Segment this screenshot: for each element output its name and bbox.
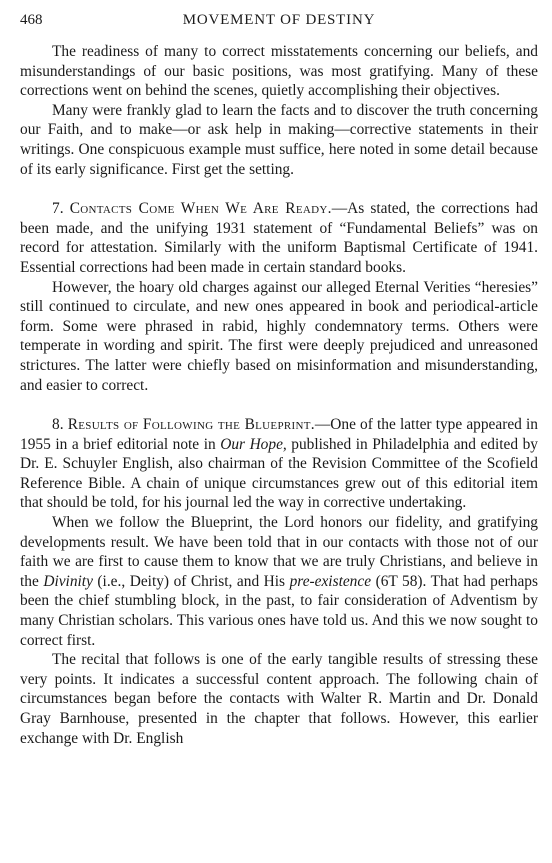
paragraph: Many were frankly glad to learn the facts and to discover the truth concerning our Faith, and to make—or ask help in making—corrective statements in their writings. One conspicuous example must suffice, here noted in some detail because of its early significance. First get the setting. (20, 101, 538, 178)
paragraph: The readiness of many to correct misstatements concerning our beliefs, and misunderstandings of our basic positions, was most gratifying. Many of these corrections went on behind the scenes, quietly accomplishing their objectives. (20, 43, 538, 100)
italic-term: pre-existence (289, 572, 372, 590)
section-number: 7. (52, 200, 64, 218)
section-heading: Contacts Come When We Are Ready. (69, 200, 332, 218)
paragraph: However, the hoary old charges against our alleged Eternal Verities “heresies” still continued to circulate, and new ones appeared in book and periodical-article form. Some were phrased in rabid, highly condemnatory terms. Others were temperate in wording and spirit. The first were deeply prejudiced and unreasoned strictures. The latter were chiefly based on misinformation and misunderstanding, and easier to correct. (20, 278, 538, 394)
text-run: (i.e., Deity) of Christ, and His (92, 572, 290, 590)
section-text: —One of the latter type appeared in 1955 in a brief editorial note in (20, 416, 538, 453)
section-text: —As stated, the corrections had been made, and the unifying 1931 statement of “Fundamental Beliefs” was on record for attestation. Similarly with the uniform Baptismal Certificate of 1941. Essential corrections had been made in certain standard books. (20, 200, 538, 276)
section-8-paragraph (20, 415, 538, 513)
section-heading: Results of Following the Blueprint. (67, 416, 315, 434)
page-header (20, 11, 538, 31)
section-7-paragraph (20, 199, 538, 277)
section-text: published in Philadelphia and edited by Dr. E. Schuyler English, also chairman of the Revision Committee of the Scofield Reference Bible. A chain of unique circumstances grew out of this editorial item that should be told, for his journal led the way in corrective undertaking. (20, 435, 538, 512)
running-head: MOVEMENT OF DESTINY (182, 12, 376, 28)
paragraph: The recital that follows is one of the early tangible results of stressing these very points. It indicates a successful content approach. The following chain of circumstances began before the contacts with Walter R. Martin and Dr. Donald Gray Barnhouse, presented in the chapter that follows. However, this earlier exchange with Dr. English (20, 651, 538, 747)
section-gap (20, 395, 538, 415)
page-number: 468 (20, 12, 43, 28)
italic-term: Divinity (43, 572, 93, 590)
section-number: 8. (52, 416, 64, 434)
journal-title: Our Hope, (220, 435, 287, 453)
paragraph (20, 513, 538, 650)
page-body (20, 42, 538, 748)
section-gap (20, 179, 538, 199)
text-run: When we follow the Blueprint, the Lord honors our fidelity, and gratifying developments result. We have been told that in our contacts with those not of our faith we are first to cause them to know that we are truly Christians, and believe in the (20, 514, 538, 590)
text-run: (6T 58). That had perhaps been the chief stumbling block, in the past, to fair consideration of Adventism by many Christian scholars. This various ones have told us. And this we now sought to correct first. (20, 572, 538, 649)
